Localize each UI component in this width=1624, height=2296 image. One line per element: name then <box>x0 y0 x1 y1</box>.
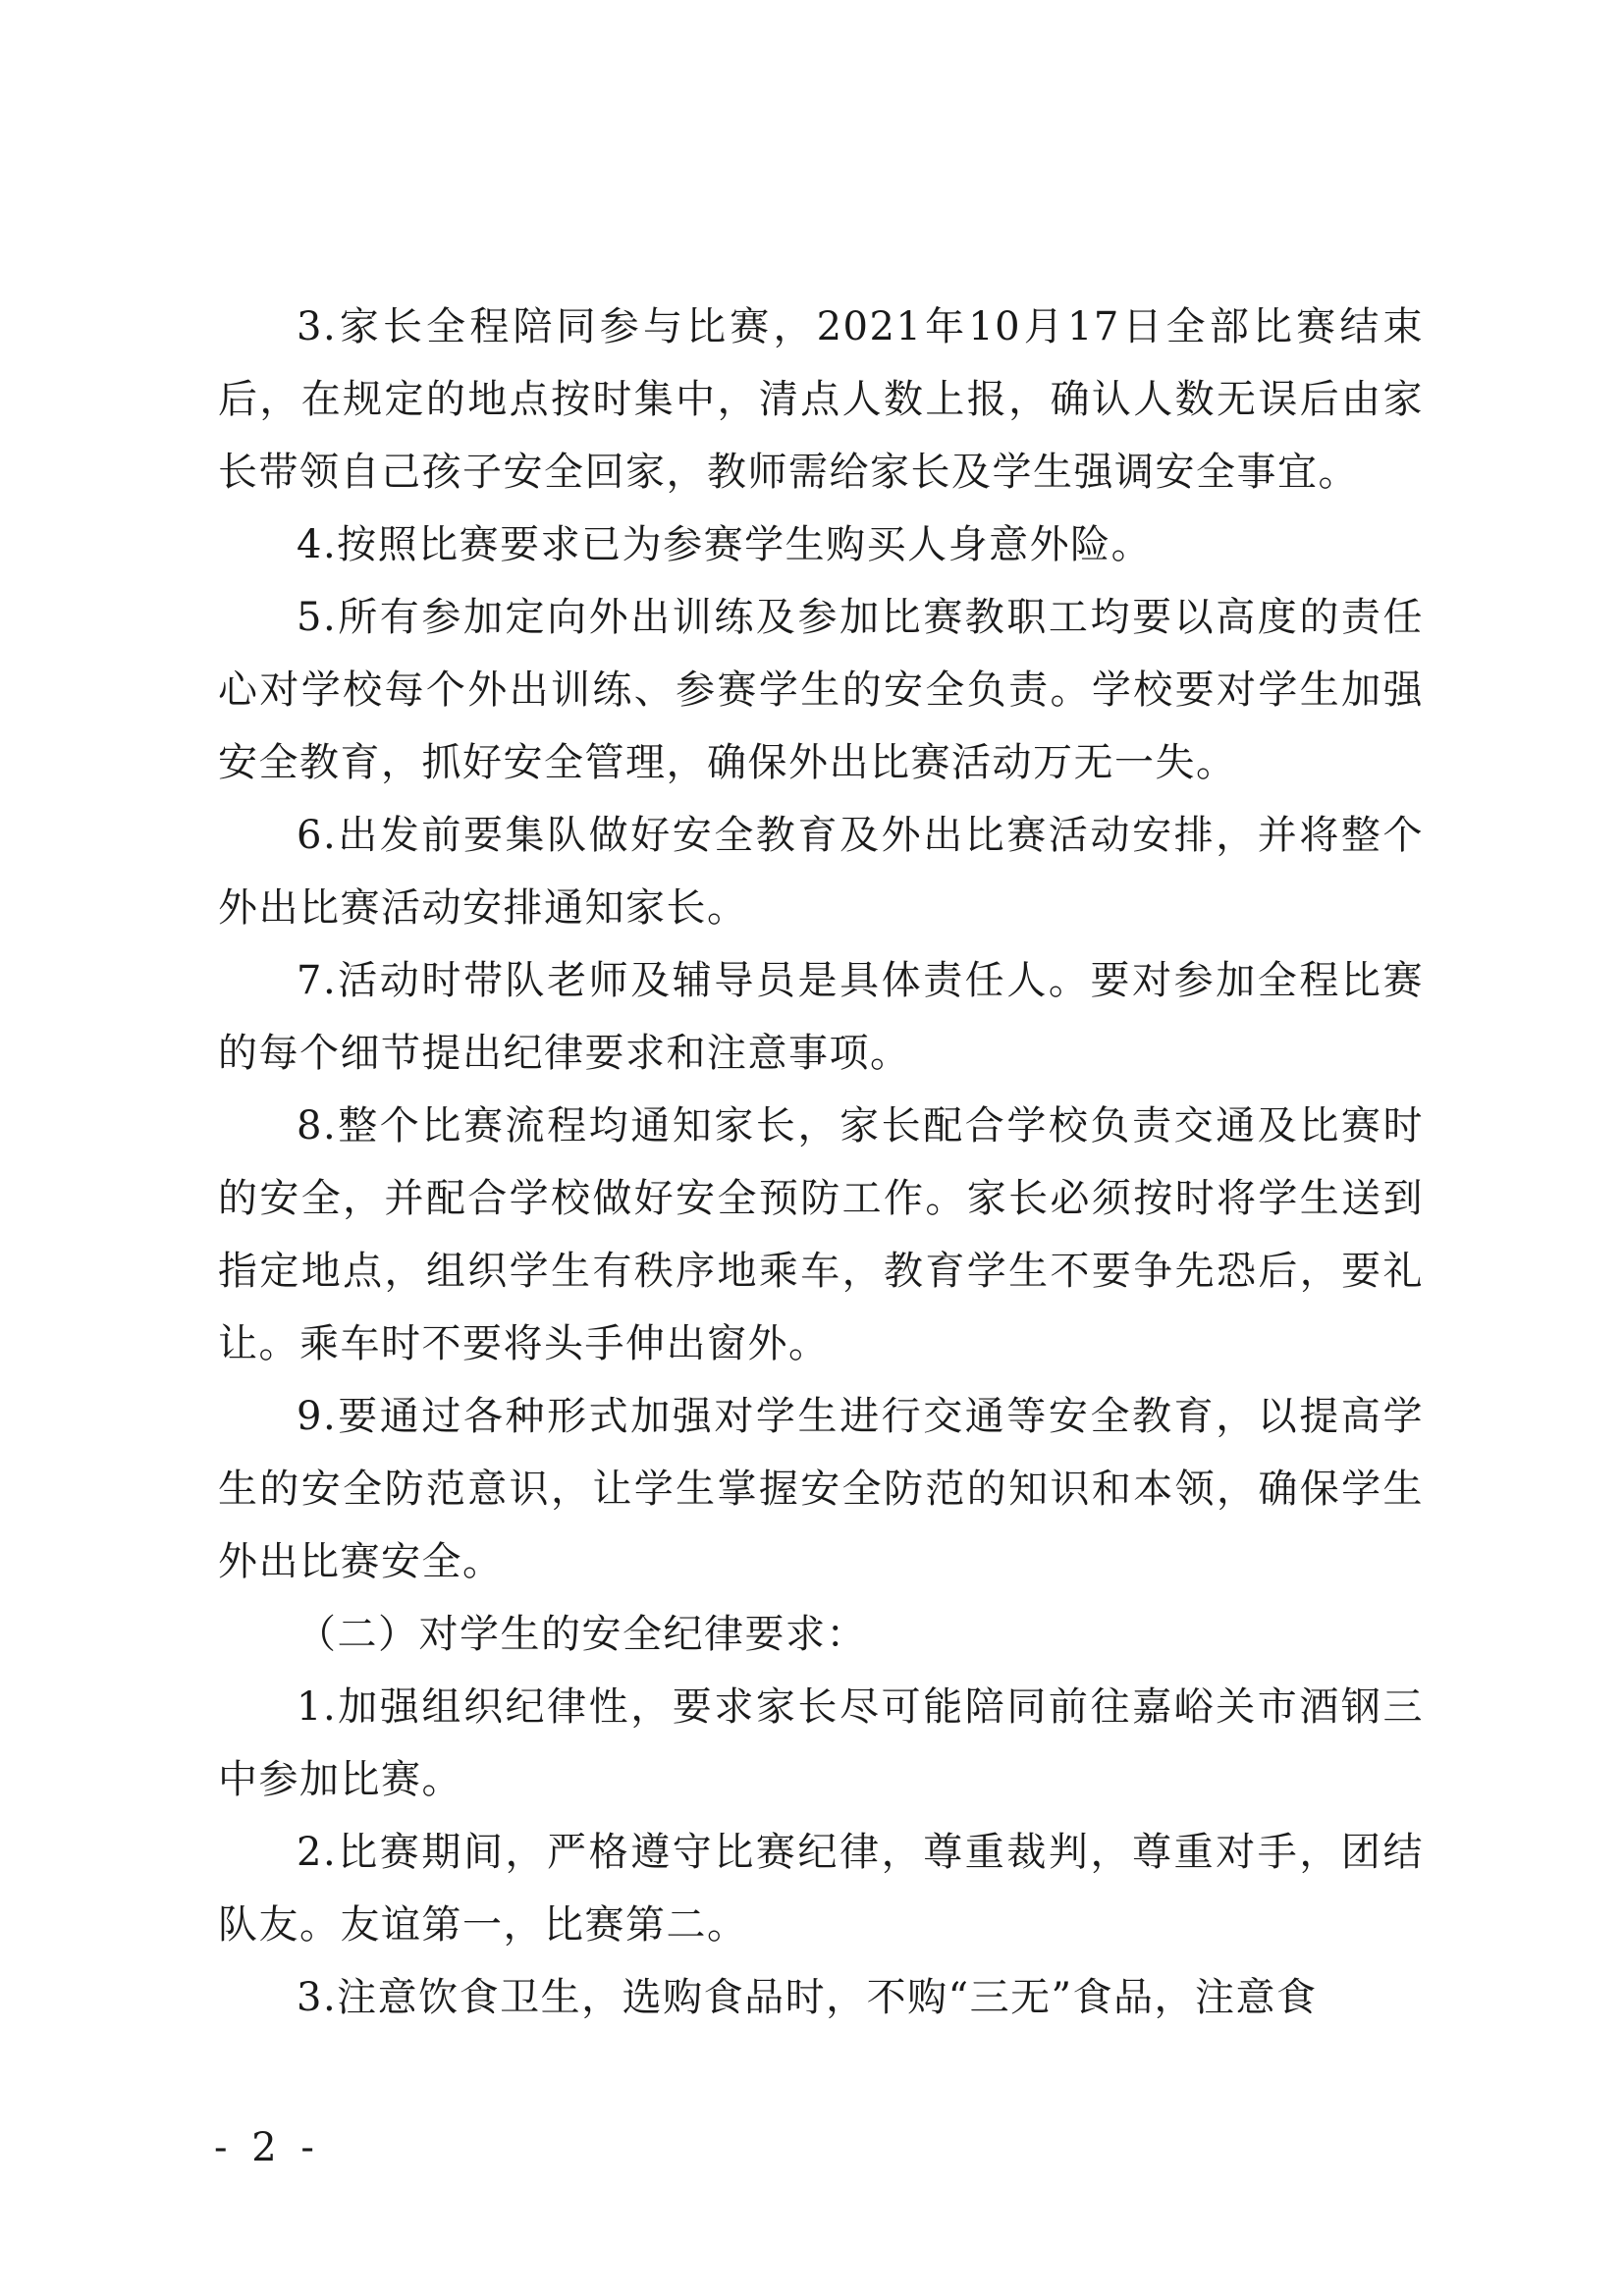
paragraph-student-2-competition-rules: 2.比赛期间，严格遵守比赛纪律，尊重裁判，尊重对手，团结队友。友谊第一，比赛第二。 <box>218 1830 1424 1948</box>
paragraph-item-7-team-leaders: 7.活动时带队老师及辅导员是具体责任人。要对参加全程比赛的每个细节提出纪律要求和注意事项。 <box>218 958 1424 1076</box>
paragraph-item-9-safety-education: 9.要通过各种形式加强对学生进行交通等安全教育，以提高学生的安全防范意识，让学生掌握安全防范的知识和本领，确保学生外出比赛安全。 <box>218 1394 1424 1584</box>
paragraph-item-3-parent-escort: 3.家长全程陪同参与比赛，2021年10月17日全部比赛结束后，在规定的地点按时集中，清点人数上报，确认人数无误后由家长带领自己孩子安全回家，教师需给家长及学生强调安全事宜。 <box>218 304 1424 495</box>
paragraph-item-6-pre-departure: 6.出发前要集队做好安全教育及外出比赛活动安排，并将整个外出比赛活动安排通知家长。 <box>218 813 1424 931</box>
document-body <box>218 291 1424 2034</box>
paragraph-student-3-food-hygiene: 3.注意饮食卫生，选购食品时，不购“三无”食品，注意食 <box>297 1975 1318 2020</box>
paragraph-item-4-insurance: 4.按照比赛要求已为参赛学生购买人身意外险。 <box>297 522 1153 567</box>
paragraph-student-1-organization: 1.加强组织纪律性，要求家长尽可能陪同前往嘉峪关市酒钢三中参加比赛。 <box>218 1684 1424 1802</box>
paragraph-item-5-staff-responsibility: 5.所有参加定向外出训练及参加比赛教职工均要以高度的责任心对学校每个外出训练、参赛学生的安全负责。学校要对学生加强安全教育，抓好安全管理，确保外出比赛活动万无一失。 <box>218 595 1424 785</box>
page-number: - 2 - <box>214 2125 320 2170</box>
section-heading-student-discipline: （二）对学生的安全纪律要求： <box>297 1612 867 1657</box>
paragraph-item-8-parent-cooperation: 8.整个比赛流程均通知家长，家长配合学校负责交通及比赛时的安全，并配合学校做好安全预防工作。家长必须按时将学生送到指定地点，组织学生有秩序地乘车，教育学生不要争先恐后，要礼让。乘车时不要将头手伸出窗外。 <box>218 1103 1424 1366</box>
